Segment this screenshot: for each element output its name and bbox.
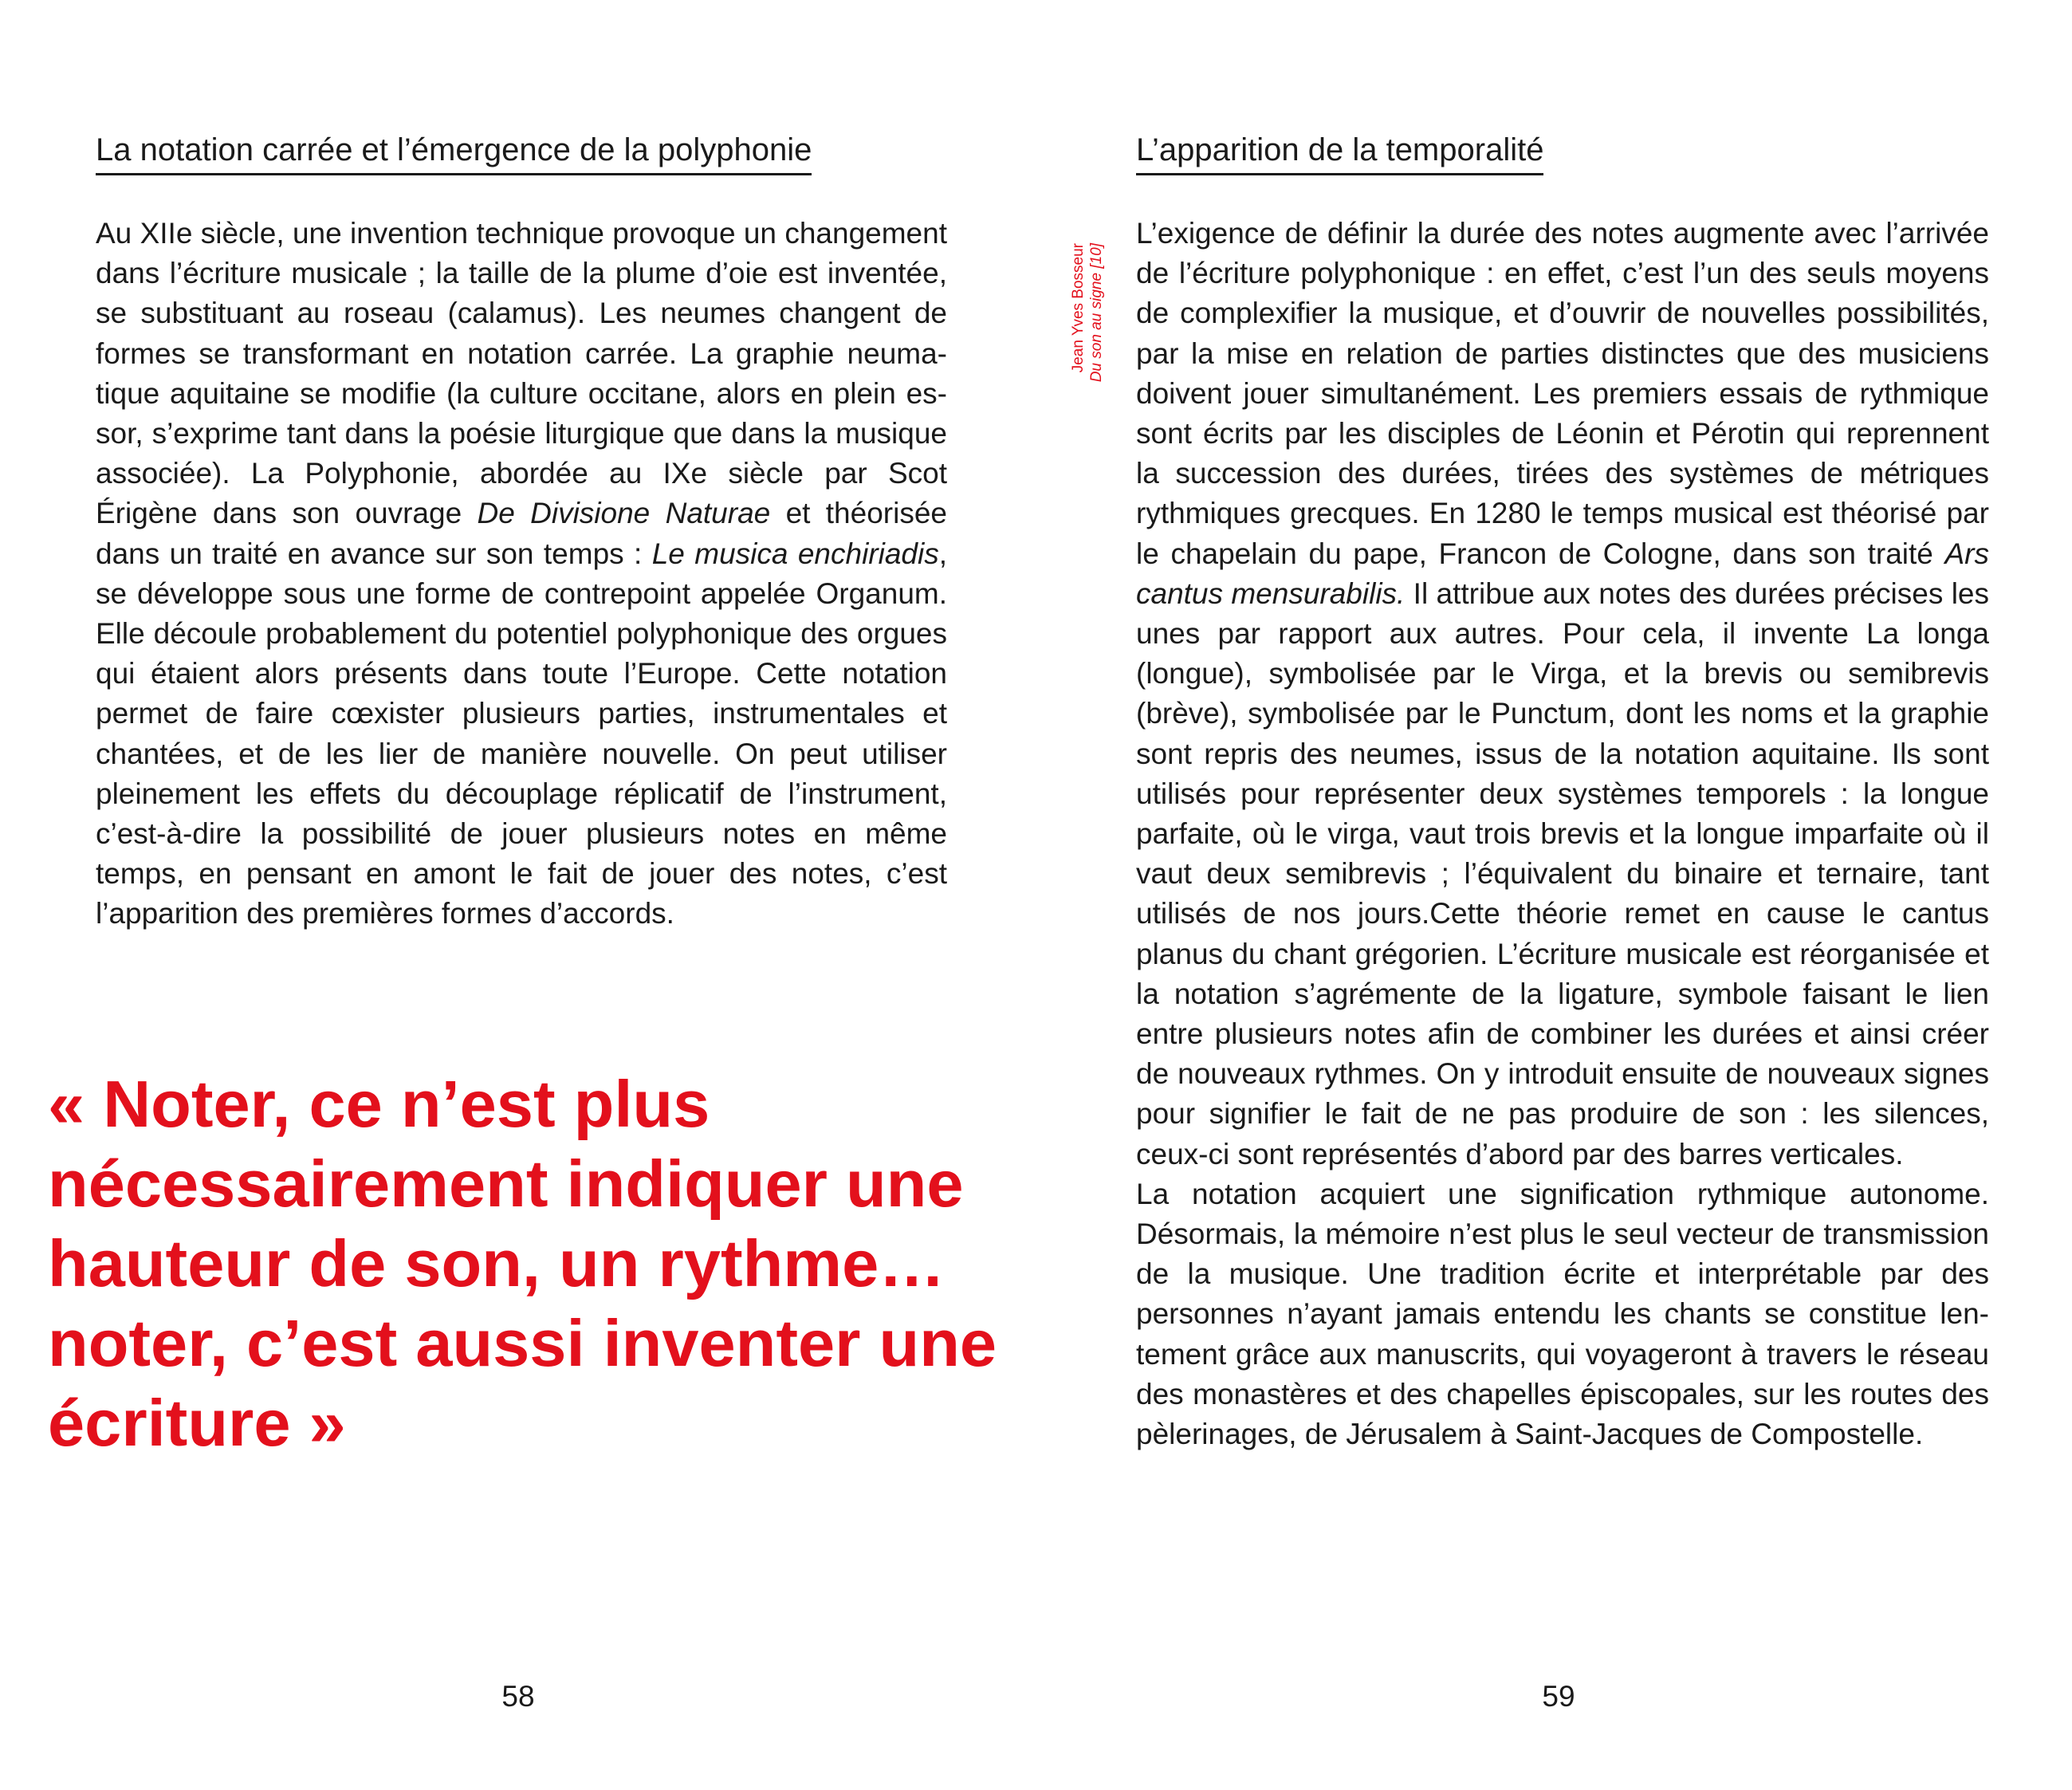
left-body-paragraph — [96, 214, 947, 934]
page-number-right: 59 — [1542, 1680, 1575, 1713]
side-note-title: Du son au signe [10] — [1088, 243, 1105, 383]
right-body-paragraph-2: La notation acquiert une signification rythmique autonome. Désormais, la mémoire n’est plus le seul vecteur de transmission de la musique. Une tradition écrite et interprétable par des personnes n’ayant jamais entendu les chants se constitue lentement grâce aux manuscrits, qui voyageront à travers le réseau des monastères et des chapelles épiscopales, sur les routes des pèlerinages, de Jérusalem à Saint-Jacques de Compostelle. — [1136, 1177, 1989, 1451]
left-page-body — [96, 214, 947, 934]
page-number-left: 58 — [501, 1680, 535, 1713]
pull-quote: « Noter, ce n’est plus nécessairement indiquer une hauteur de son, un rythme… noter, c’est aussi inventer une écriture » — [48, 1067, 997, 1460]
left-body-text-1: Au XIIe siècle, une invention technique provoque un changement dans l’écriture musicale ; la taille de la plume d’oie est inventée, se substituant au roseau (calamus). Les neumes changent de formes se transformant en notation carrée. La graphie neumatique aquitaine se modifie (la culture occitane, alors en plein essor, s’exprime tant dans la poésie liturgique que dans la musique associée). La Polyphonie, abordée au IXe siècle par Scot Érigène dans son ouvrage — [96, 217, 947, 530]
right-body-title-1: Ars cantus mensurabilis. — [1136, 537, 1989, 610]
side-note-citation — [1069, 243, 1106, 382]
left-body-text-2: et théorisée dans un traité en avance sur son temps : — [96, 497, 947, 570]
right-body-text-2: Il attribue aux notes des durées précises les unes par rapport aux autres. Pour cela, il invente La longa (longue), symbolisée par le Virga, et la brevis ou semibrevis (brève), symbolisée par le Punctum, dont les noms et la graphie sont repris des neumes, issus de la notation aquitaine. Ils sont utilisés pour représenter deux systèmes temporels : la longue parfaite, où le virga, vaut trois brevis et la longue imparfaite où il vaut deux semibrevis ; l’équivalent du binaire et ternaire, tant utilisés de nos jours.Cette théorie remet en cause le cantus planus du chant grégorien. L’écriture musicale est réorganisée et la notation s’agrémente de la ligature, symbole faisant le lien entre plusieurs notes afin de combiner les durées et ainsi créer de nouveaux rythmes. On y introduit ensuite de nouveaux signes pour signifier le fait de ne pas produire de son : les silences, ceux-ci sont représentés d’abord par des barres verticales. — [1136, 576, 1989, 1170]
right-body-text-1: L’exigence de définir la durée des notes augmente avec l’arrivée de l’écriture polyphonique : en effet, c’est l’un des seuls moyens de complexifier la musique, et d’ouvrir de nouvelles possibilités, par la mise en relation de parties distinctes que des musiciens doivent jouer simultanément. Les premiers essais de rythmique sont écrits par les disciples de Léonin et Pérotin qui reprennent la succession des durées, tirées des systèmes de métriques rythmiques grecques. En 1280 le temps musical est théorisé par le chapelain du pape, Francon de Cologne, dans son traité — [1136, 217, 1989, 570]
right-body-paragraph-1 — [1136, 214, 1989, 1174]
left-page-heading: La notation carrée et l’émergence de la polyphonie — [96, 130, 812, 175]
left-body-text-3: , se développe sous une forme de contrepoint appelée Organum. Elle découle probablement du potentiel polyphonique des orgues qui étaient alors présents dans toute l’Europe. Cette notation permet de faire cœxister plusieurs parties, instrumentales et chantées, et de les lier de manière nouvelle. On peut utiliser pleinement les effets du découplage réplicatif de l’instrument, c’est-à-dire la possibilité de jouer plusieurs notes en même temps, en pensant en amont le fait de jouer des notes, c’est l’apparition des premières formes d’accords. — [96, 537, 947, 930]
side-note-author: Jean Yves Bosseur — [1070, 243, 1087, 373]
left-body-title-1: De Divisione Naturae — [477, 497, 771, 530]
right-page-body — [1136, 214, 1989, 1454]
right-page — [1036, 0, 2072, 1790]
right-page-heading: L’apparition de la temporalité — [1136, 130, 1543, 175]
left-body-title-2: Le musica enchiriadis — [651, 537, 939, 570]
